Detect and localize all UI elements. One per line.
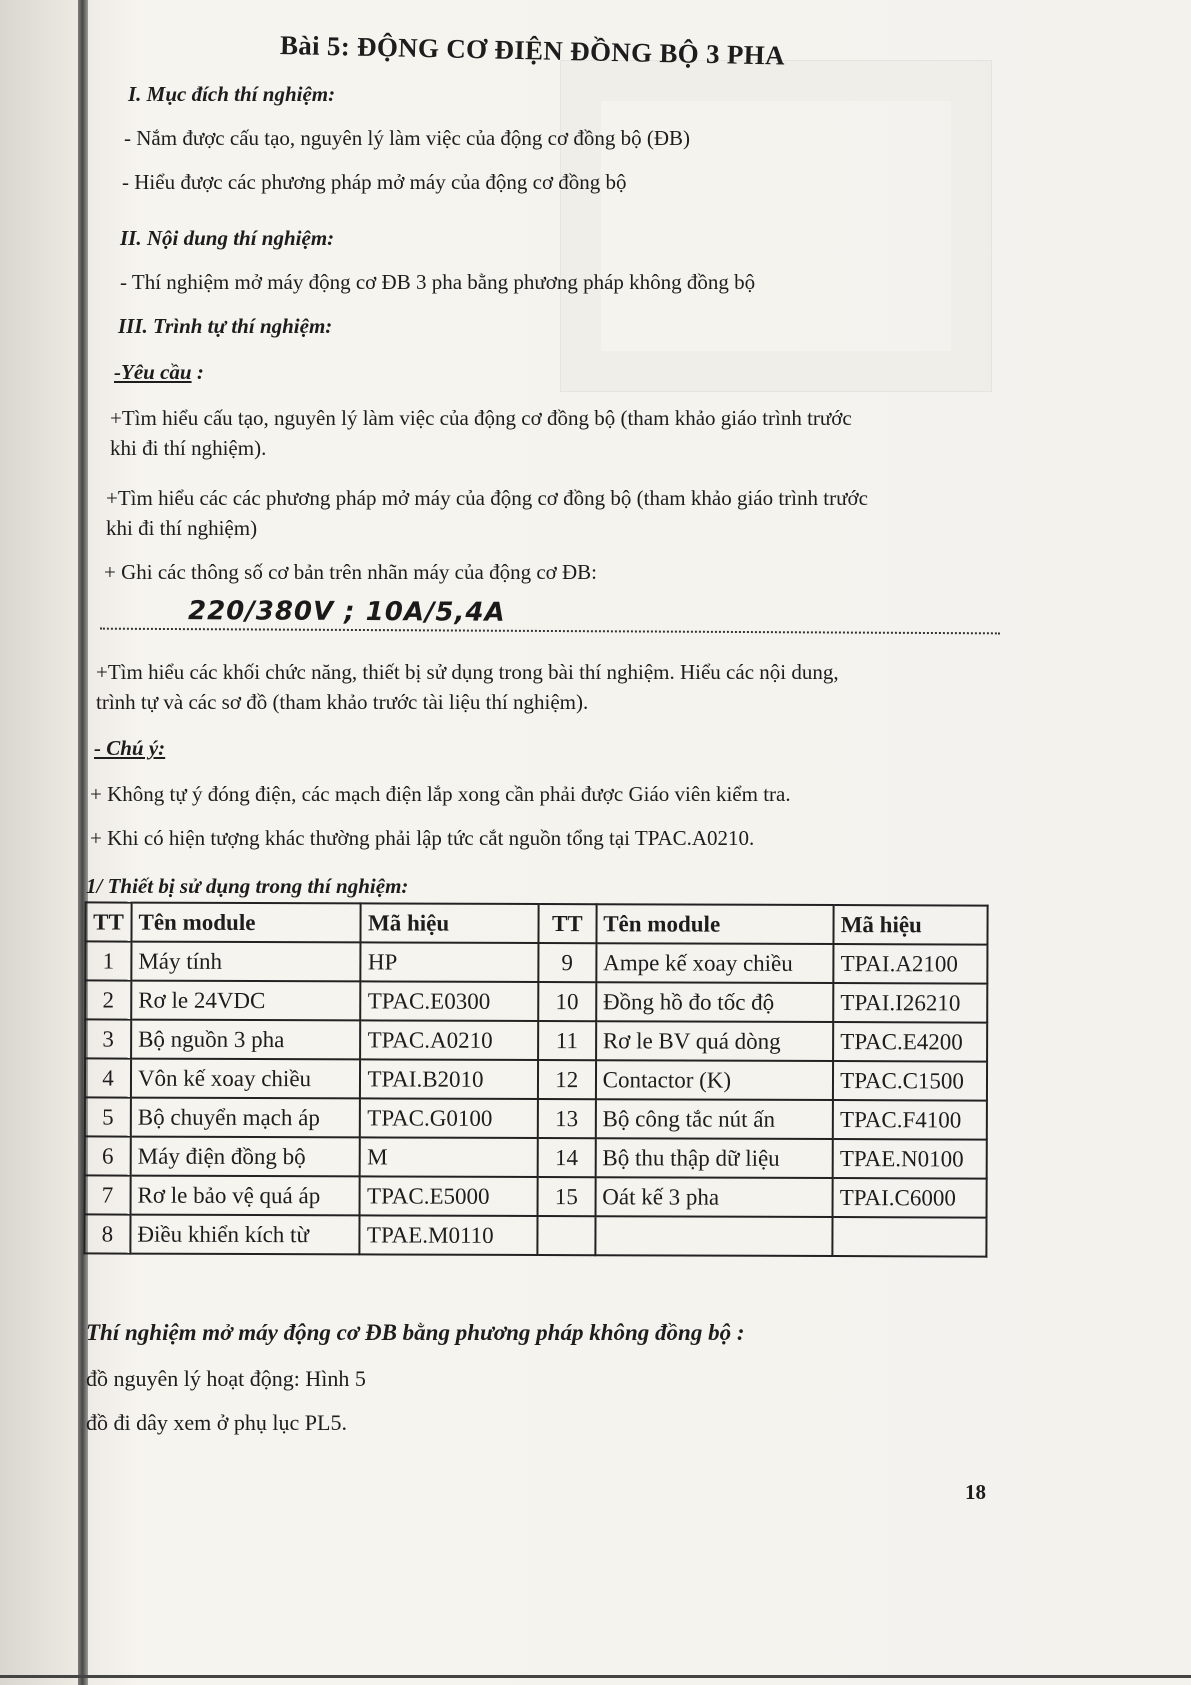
table-cell: TPAC.E4200 [833,1022,987,1062]
table-row [85,1136,987,1178]
requirement-line: +Tìm hiểu cấu tạo, nguyên lý làm việc của động cơ đồng bộ (tham khảo giáo trình trước [110,406,852,430]
table-row [85,980,987,1022]
table-cell: TPAI.I26210 [833,983,987,1023]
table-cell: 8 [84,1214,130,1253]
column-header: Mã hiệu [834,905,988,945]
table-row [85,1019,987,1061]
table-cell: 4 [85,1058,131,1097]
table-cell: TPAE.N0100 [833,1139,987,1179]
table-row [84,1214,986,1256]
table-cell: Rơ le bảo vệ quá áp [130,1176,360,1216]
experiment-line: đồ đi dây xem ở phụ lục PL5. [86,1410,347,1435]
table-cell: Đồng hồ đo tốc độ [596,982,834,1022]
table-row [85,941,987,983]
bleed-through-diagram [560,60,992,392]
equipment-table [83,901,988,1257]
table-cell: Oát kế 3 pha [595,1177,833,1217]
table-cell: Điều khiển kích từ [130,1215,360,1255]
table-cell: Bộ công tắc nút ấn [595,1099,833,1139]
table-cell: 5 [85,1097,131,1136]
table-cell: TPAI.C6000 [833,1178,987,1218]
table-cell: Rơ le BV quá dòng [596,1021,834,1061]
section1-heading: I. Mục đích thí nghiệm: [128,82,336,106]
table-cell: TPAI.B2010 [360,1059,538,1099]
table-cell: 12 [538,1060,596,1099]
table-cell: TPAC.F4100 [833,1100,987,1140]
table-cell: Vôn kế xoay chiều [131,1059,361,1099]
equipment-heading: 1/ Thiết bị sử dụng trong thí nghiệm: [86,874,409,898]
note-label: - Chú ý: [94,736,166,760]
requirement-line: khi đi thí nghiệm) [106,516,258,540]
table-cell: TPAC.G0100 [360,1098,538,1138]
table-cell: TPAC.C1500 [833,1061,987,1101]
page-title: Bài 5: ĐỘNG CƠ ĐIỆN ĐỒNG BỘ 3 PHA [279,30,786,71]
requirement-line: +Tìm hiểu các các phương pháp mở máy của động cơ đồng bộ (tham khảo giáo trình trước [106,486,868,510]
table-cell: 3 [85,1019,131,1058]
nameplate-handwritten-value: 220/380V ; 10A/5,4A [100,596,1000,635]
table-cell: TPAC.E5000 [360,1176,538,1216]
table-cell: Máy điện đồng bộ [131,1137,361,1177]
function-line: +Tìm hiểu các khối chức năng, thiết bị sử dụng trong bài thí nghiệm. Hiểu các nội dung, [96,660,839,684]
requirement-line: khi đi thí nghiệm). [110,436,267,460]
scan-edge [0,1675,1191,1678]
table-cell: HP [361,942,539,982]
section2-heading: II. Nội dung thí nghiệm: [120,226,335,250]
column-header: Mã hiệu [361,903,539,943]
table-cell: TPAE.M0110 [360,1215,538,1255]
table-cell: Rơ le 24VDC [131,981,361,1021]
table-cell [595,1216,833,1256]
table-cell: Bộ thu thập dữ liệu [595,1138,833,1178]
table-cell: 2 [85,980,131,1019]
page-number: 18 [965,1480,986,1504]
table-cell: Bộ nguồn 3 pha [131,1020,361,1060]
section3-heading: III. Trình tự thí nghiệm: [118,314,333,338]
experiment-line: đồ nguyên lý hoạt động: Hình 5 [86,1366,366,1391]
table-cell: 14 [538,1138,596,1177]
section1-item: - Hiểu được các phương pháp mở máy của động cơ đồng bộ [122,170,627,194]
table-cell: 15 [537,1177,595,1216]
table-cell: 13 [538,1099,596,1138]
column-header: TT [538,904,596,943]
table-cell [833,1217,987,1257]
table-cell: 9 [538,943,596,982]
note-line: + Khi có hiện tượng khác thường phải lập tức cắt nguồn tổng tại TPAC.A0210. [90,826,755,850]
table-cell: Bộ chuyển mạch áp [131,1098,361,1138]
note-line: + Không tự ý đóng điện, các mạch điện lắp xong cần phải được Giáo viên kiểm tra. [90,782,791,806]
table-row [85,1175,987,1217]
table-header-row [85,902,987,944]
function-line: trình tự và các sơ đồ (tham khảo trước tài liệu thí nghiệm). [96,690,589,714]
table-cell: 7 [85,1175,131,1214]
table-cell: 10 [538,982,596,1021]
table-cell: TPAC.A0210 [361,1020,539,1060]
table-cell: Contactor (K) [596,1060,834,1100]
section1-item: - Nắm được cấu tạo, nguyên lý làm việc của động cơ đồng bộ (ĐB) [124,126,691,150]
table-row [85,1097,987,1139]
table-cell: Máy tính [131,942,361,982]
column-header: Tên module [596,904,834,944]
column-header: Tên module [131,903,361,943]
table-cell: M [360,1137,538,1177]
table-cell: Ampe kế xoay chiều [596,943,834,983]
column-header: TT [85,902,131,941]
table-cell: 1 [85,941,131,980]
table-cell: TPAC.E0300 [361,981,539,1021]
table-cell: 6 [85,1136,131,1175]
requirements-label: -Yêu cầu : [114,360,204,384]
table-row [85,1058,987,1100]
section2-item: - Thí nghiệm mở máy động cơ ĐB 3 pha bằng phương pháp không đồng bộ [120,270,756,294]
table-cell [537,1216,595,1255]
table-cell: 11 [538,1021,596,1060]
table-cell: TPAI.A2100 [834,944,988,984]
requirement-line: + Ghi các thông số cơ bản trên nhãn máy của động cơ ĐB: [104,560,598,584]
experiment-heading: Thí nghiệm mở máy động cơ ĐB bằng phương pháp không đồng bộ : [86,1320,745,1345]
